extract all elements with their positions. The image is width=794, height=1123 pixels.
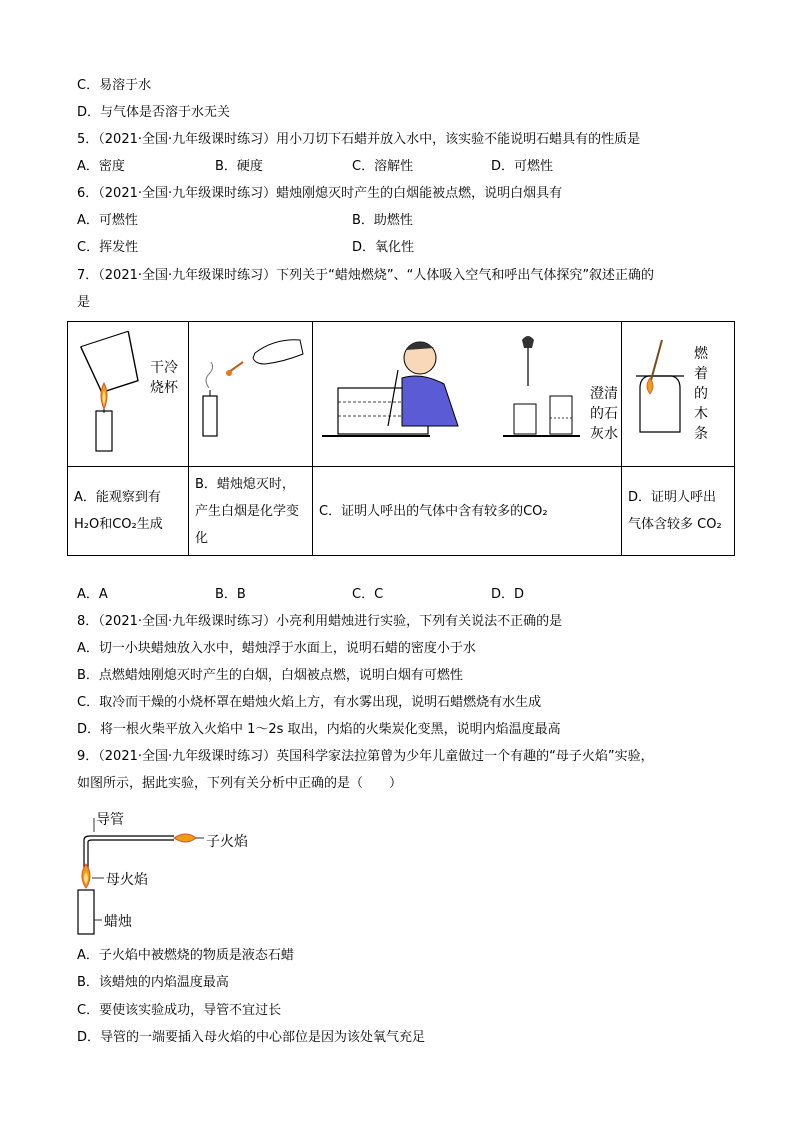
q6-option-b: B．助燃性 xyxy=(352,213,413,228)
q9-option-c: C．要使该实验成功，导管不宜过长 xyxy=(77,1003,282,1018)
tube-label: 导管 xyxy=(96,812,124,828)
q7-stem-line1: 7．（2021·全国·九年级课时练习）下列关于“蜡烛燃烧”、“人体吸入空气和呼出气体探究”叙述正确的 xyxy=(77,268,655,283)
q6-stem: 6．（2021·全国·九年级课时练习）蜡烛刚熄灭时产生的白烟能被点燃，说明白烟具有 xyxy=(77,186,563,201)
q8-stem: 8．（2021·全国·九年级课时练习）小亮利用蜡烛进行实验，下列有关说法不正确的是 xyxy=(77,614,563,629)
q5-option-a: A．密度 xyxy=(77,159,125,174)
q5-option-d: D．可燃性 xyxy=(491,159,554,174)
q7-cell-b: B．蜡烛熄灭时，产生白烟是化学变化 xyxy=(189,467,313,556)
q8-option-c: C．取冷而干燥的小烧杯罩在蜡烛火焰上方，有水雾出现，说明石蜡燃烧有水生成 xyxy=(77,695,542,710)
limewater-label: 澄清的石灰水 xyxy=(590,386,618,442)
q4-option-d: D．与气体是否溶于水无关 xyxy=(77,105,231,120)
q6-option-d: D．氧化性 xyxy=(352,240,415,255)
q6-option-c: C．挥发性 xyxy=(77,240,139,255)
q9-option-a: A．子火焰中被燃烧的物质是液态石蜡 xyxy=(77,948,294,963)
q5-stem: 5．（2021·全国·九年级课时练习）用小刀切下石蜡并放入水中，该实验不能说明石蜡具有的性质是 xyxy=(77,132,641,147)
q7-stem-line2: 是 xyxy=(77,295,91,310)
q9-stem-line1: 9．（2021·全国·九年级课时练习）英国科学家法拉第曾为少年儿童做过一个有趣的“母子火焰”实验， xyxy=(77,749,654,764)
q5-option-c: C．溶解性 xyxy=(352,159,414,174)
q7-option-c: C．C xyxy=(352,587,384,602)
cold-beaker-label: 干冷烧杯 xyxy=(150,360,178,396)
q7-cell-d: D．证明人呼出气体含较多 CO₂ xyxy=(622,467,735,556)
lighting-smoke-illustration xyxy=(195,328,310,443)
child-flame-label: 子火焰 xyxy=(206,834,248,850)
q9-option-d: D．导管的一端要插入母火焰的中心部位是因为该处氧气充足 xyxy=(77,1030,426,1045)
q4-option-c: C．易溶于水 xyxy=(77,78,152,93)
q7-cell-a: A．能观察到有H₂O和CO₂生成 xyxy=(68,467,189,556)
q6-option-a: A．可燃性 xyxy=(77,213,138,228)
q7-option-b: B．B xyxy=(215,587,246,602)
burning-stick-label: 燃着的木条 xyxy=(694,346,708,442)
q9-option-b: B．该蜡烛的内焰温度最高 xyxy=(77,975,229,990)
q8-option-d: D．将一根火柴平放入火焰中 1～2s 取出，内焰的火柴炭化变黑，说明内焰温度最高 xyxy=(77,722,561,737)
q8-option-b: B．点燃蜡烛刚熄灭时产生的白烟，白烟被点燃，说明白烟有可燃性 xyxy=(77,668,463,683)
candle-label: 蜡烛 xyxy=(104,914,132,930)
q5-option-b: B．硬度 xyxy=(215,159,263,174)
q7-option-d: D．D xyxy=(491,587,525,602)
q7-cell-c: C．证明人呼出的气体中含有较多的CO₂ xyxy=(313,467,622,556)
q7-option-a: A．A xyxy=(77,587,108,602)
q8-option-a: A．切一小块蜡烛放入水中，蜡烛浮于水面上，说明石蜡的密度小于水 xyxy=(77,641,476,656)
mother-flame-label: 母火焰 xyxy=(106,872,148,888)
q9-stem-line2: 如图所示，据此实验，下列有关分析中正确的是（ ） xyxy=(77,776,403,791)
breathing-limewater-illustration xyxy=(318,326,618,444)
burning-stick-bottle-illustration xyxy=(628,336,688,436)
